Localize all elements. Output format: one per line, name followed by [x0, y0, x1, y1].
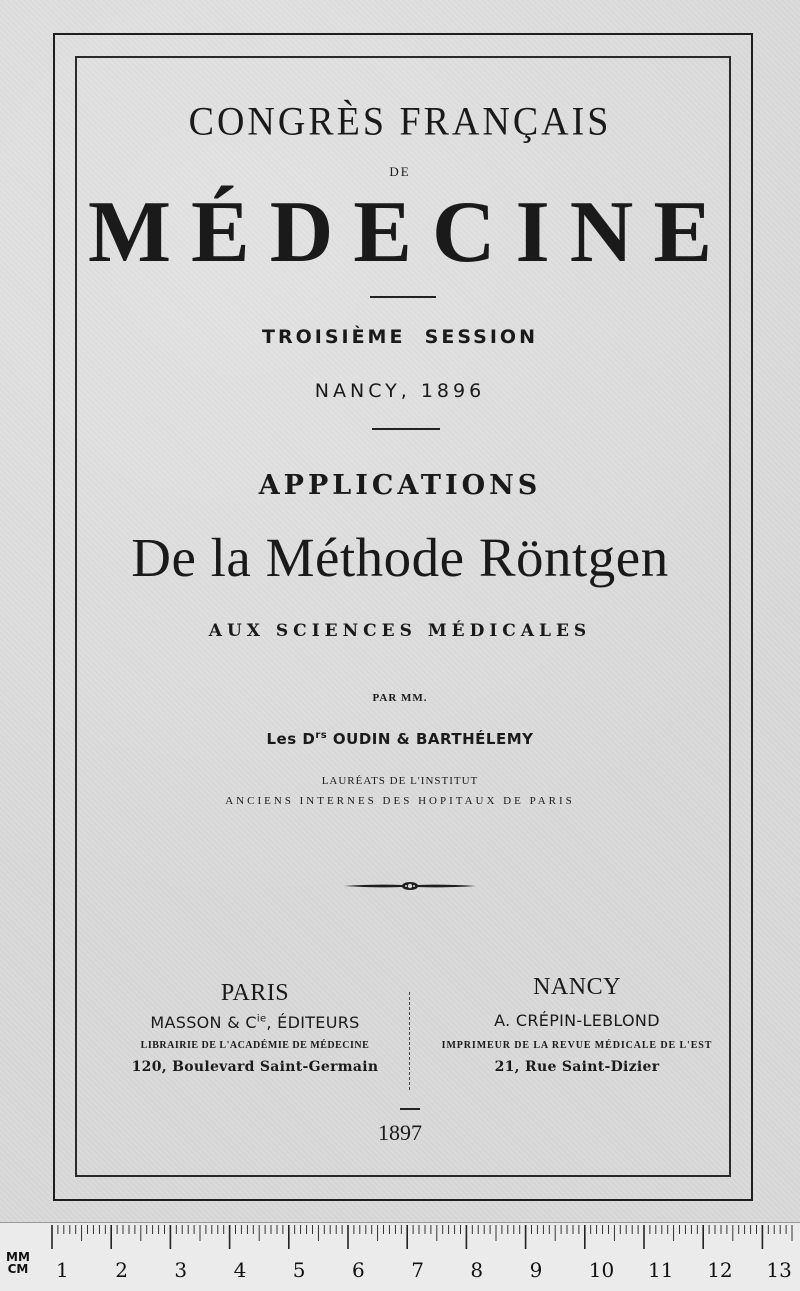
ruler-units	[6, 1251, 30, 1275]
anciens-line: ANCIENS INTERNES DES HOPITAUX DE PARIS	[225, 795, 575, 807]
authors-names: OUDIN & BARTHÉLEMY	[327, 730, 534, 748]
right-description: IMPRIMEUR DE LA REVUE MÉDICALE DE L'EST	[441, 1040, 713, 1051]
discipline-title: MÉDECINE	[87, 184, 733, 281]
left-publisher	[90, 1013, 420, 1032]
ruler-label: 10	[588, 1258, 615, 1282]
scale-ruler	[0, 1222, 800, 1291]
authors-prefix: Les D	[266, 730, 316, 748]
ruler-label: 11	[648, 1258, 674, 1282]
authors-sup: rs	[315, 730, 328, 741]
ruler-label: 6	[352, 1258, 365, 1282]
applications-heading: APPLICATIONS	[258, 470, 542, 501]
imprint-right	[402, 974, 752, 1075]
ruler-label: 13	[766, 1258, 792, 1282]
ruler-label: 8	[470, 1258, 484, 1282]
place-year-line: NANCY, 1896	[314, 380, 486, 402]
left-city: PARIS	[220, 980, 290, 1006]
session-line: TROISIÈME SESSION	[262, 326, 538, 348]
sciences-line: AUX SCIENCES MÉDICALES	[208, 621, 592, 641]
authors-line	[0, 730, 800, 748]
rule-under-place	[372, 428, 440, 430]
laureats-line: LAURÉATS DE L'INSTITUT	[321, 775, 479, 787]
left-description: LIBRAIRIE DE L'ACADÉMIE DE MÉDECINE	[140, 1040, 370, 1051]
right-address: 21, Rue Saint-Dizier	[494, 1059, 660, 1075]
left-address: 120, Boulevard Saint-Germain	[131, 1059, 379, 1075]
right-city: NANCY	[533, 974, 621, 1000]
left-publisher-b: , ÉDITEURS	[266, 1013, 360, 1032]
ruler-label: 5	[292, 1258, 306, 1282]
ruler-unit-mm: MM	[6, 1250, 30, 1264]
ruler-label: 9	[529, 1258, 543, 1282]
subject-title: De la Méthode Röntgen	[131, 527, 669, 588]
rule-under-title	[370, 296, 436, 298]
ruler-label: 1	[56, 1258, 69, 1282]
congress-heading: CONGRÈS FRANÇAIS	[188, 99, 612, 145]
right-publisher: A. CRÉPIN-LEBLOND	[494, 1011, 660, 1030]
ruler-label: 4	[233, 1258, 247, 1282]
ruler-label: 7	[411, 1258, 424, 1282]
ruler-label: 3	[174, 1258, 188, 1282]
imprint-left	[90, 980, 420, 1075]
ruler-ticks	[0, 1223, 800, 1291]
ornamental-rule-icon	[342, 878, 478, 894]
ruler-label: 12	[707, 1258, 733, 1282]
left-publisher-sup: ie	[256, 1013, 267, 1025]
ruler-label: 2	[115, 1258, 128, 1282]
par-line: PAR MM.	[372, 692, 428, 704]
publication-year: 1897	[378, 1120, 422, 1145]
ruler-unit-cm: CM	[7, 1262, 29, 1276]
left-publisher-a: MASSON & C	[150, 1013, 257, 1032]
year-dash	[400, 1108, 420, 1110]
de-word: DE	[389, 164, 411, 179]
